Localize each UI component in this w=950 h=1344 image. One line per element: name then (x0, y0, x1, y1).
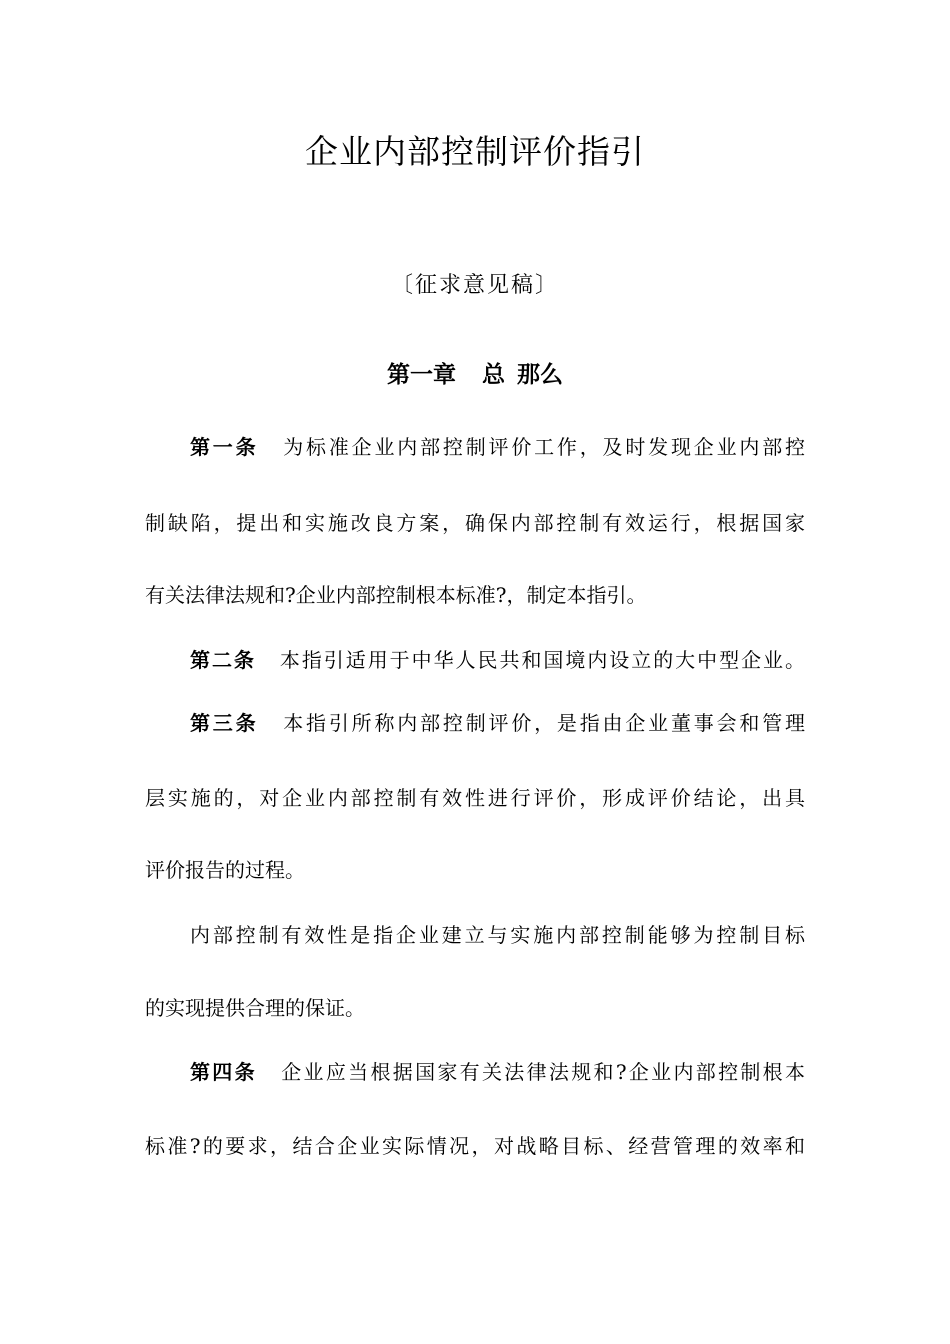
article-3-line-1 (190, 708, 805, 738)
article-3-line-3: 评价报告的过程。 (145, 858, 305, 882)
chapter-number: 第一章 (387, 362, 456, 388)
paragraph-effectiveness-line-2: 的实现提供合理的保证。 (145, 996, 365, 1020)
document-title: 企业内部控制评价指引 (305, 132, 645, 171)
article-1-text-1: 为标准企业内部控制评价工作，及时发现企业内部控 (280, 435, 805, 459)
article-4-line-1 (190, 1057, 805, 1087)
article-4-number: 第四条 (190, 1060, 257, 1084)
article-3-line-2: 层实施的，对企业内部控制有效性进行评价，形成评价结论，出具 (145, 786, 805, 810)
article-2-number: 第二条 (190, 648, 256, 672)
article-1-line-2: 制缺陷，提出和实施改良方案，确保内部控制有效运行，根据国家 (145, 511, 805, 535)
document-subtitle: 〔征求意见稿〕 (390, 273, 559, 298)
article-3-number: 第三条 (190, 711, 259, 735)
article-1-number: 第一条 (190, 435, 259, 459)
chapter-heading (0, 356, 950, 389)
article-2-line-1 (190, 645, 805, 675)
article-1-line-3: 有关法律法规和?企业内部控制根本标准?，制定本指引。 (145, 583, 647, 607)
article-3-text-1: 本指引所称内部控制评价，是指由企业董事会和管理 (280, 711, 805, 735)
article-2-text-1: 本指引适用于中华人民共和国境内设立的大中型企业。 (277, 648, 805, 672)
paragraph-effectiveness-line-1: 内部控制有效性是指企业建立与实施内部控制能够为控制目标 (190, 923, 805, 947)
article-4-text-1: 企业应当根据国家有关法律法规和?企业内部控制根本 (278, 1060, 805, 1084)
article-4-line-2: 标准?的要求，结合企业实际情况，对战略目标、经营管理的效率和 (145, 1134, 805, 1158)
chapter-name-part2: 那么 (517, 362, 563, 388)
chapter-name-part1: 总 (482, 362, 505, 388)
article-1-line-1 (190, 432, 805, 462)
